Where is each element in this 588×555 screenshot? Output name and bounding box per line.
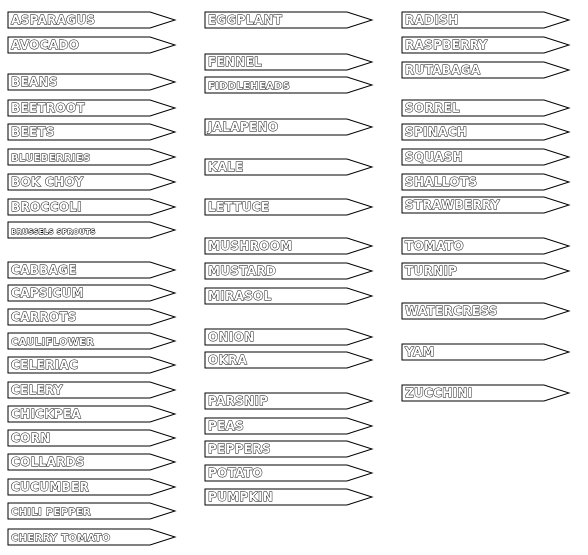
plant-stake	[402, 12, 569, 28]
plant-stake	[205, 418, 372, 434]
stake-label: BEETROOT	[11, 101, 85, 115]
stake-label: YAM	[405, 345, 435, 359]
plant-stake	[8, 333, 175, 349]
plant-stake	[205, 393, 372, 409]
plant-stake	[205, 352, 372, 368]
plant-stake	[205, 238, 372, 254]
stake-label: BEANS	[11, 75, 58, 89]
stake-label: CAPSICUM	[11, 286, 84, 300]
stake-label: BOK CHOY	[11, 175, 84, 189]
plant-stake	[8, 149, 175, 165]
plant-stake	[8, 222, 175, 238]
stake-label: BRUSSELS SPROUTS	[11, 228, 96, 236]
plant-stake	[8, 357, 175, 373]
stake-label: MUSTARD	[208, 264, 277, 278]
plant-stake	[205, 12, 372, 28]
stake-label: EGGPLANT	[208, 13, 283, 27]
plant-stake	[402, 100, 569, 116]
plant-stake	[8, 124, 175, 140]
stake-label: ONION	[208, 330, 255, 344]
plant-stake	[205, 54, 372, 70]
plant-stake	[8, 529, 175, 545]
plant-stake	[402, 124, 569, 140]
plant-stake	[205, 159, 372, 175]
stake-label: LETTUCE	[208, 200, 270, 214]
plant-stake	[8, 454, 175, 470]
plant-stake	[402, 197, 569, 213]
stake-label: COLLARDS	[11, 455, 85, 469]
stake-label: ZUCCHINI	[405, 386, 473, 400]
stake-label: CABBAGE	[11, 263, 77, 277]
stake-label: PARSNIP	[208, 394, 269, 408]
plant-stake	[8, 12, 175, 28]
plant-stake	[402, 174, 569, 190]
stake-label: FIDDLEHEADS	[208, 81, 291, 92]
stake-label: STRAWBERRY	[405, 198, 500, 212]
plant-stake	[205, 77, 372, 93]
plant-stake	[205, 465, 372, 481]
stake-label: RADISH	[405, 13, 459, 27]
plant-stake	[205, 329, 372, 345]
plant-stake	[8, 406, 175, 422]
stake-label: FENNEL	[208, 55, 263, 69]
plant-stake	[8, 174, 175, 190]
plant-stake	[402, 263, 569, 279]
plant-stake	[205, 199, 372, 215]
stake-label: PEPPERS	[208, 442, 271, 456]
stake-label: PUMPKIN	[208, 490, 274, 504]
stake-label: CELERIAC	[11, 358, 79, 372]
stake-label: PEAS	[208, 419, 245, 433]
stake-label: TOMATO	[405, 239, 464, 253]
plant-stake	[8, 199, 175, 215]
stake-label: CELERY	[11, 383, 63, 397]
stake-label: TURNIP	[405, 264, 458, 278]
plant-stake	[402, 385, 569, 401]
plant-stake	[402, 238, 569, 254]
stake-label: CHERRY TOMATO	[11, 533, 111, 544]
stake-label: SQUASH	[405, 150, 463, 164]
plant-stake	[205, 441, 372, 457]
plant-stake	[8, 382, 175, 398]
stake-label: MUSHROOM	[208, 239, 293, 253]
plant-stake	[402, 303, 569, 319]
stake-label: OKRA	[208, 353, 248, 367]
stake-label: CORN	[11, 431, 51, 445]
stake-label: BROCCOLI	[11, 200, 82, 214]
stake-label: CUCUMBER	[11, 480, 90, 494]
stake-label: SORREL	[405, 101, 460, 115]
plant-stake	[8, 503, 175, 519]
stake-label: BLUEBERRIES	[11, 153, 91, 164]
stake-label: JALAPENO	[208, 120, 279, 134]
plant-stake	[205, 288, 372, 304]
stake-label: MIRASOL	[208, 289, 272, 303]
plant-stake	[205, 263, 372, 279]
plant-stake	[8, 74, 175, 90]
stake-label: RUTABAGA	[405, 63, 481, 77]
stake-label: BEETS	[11, 125, 55, 139]
plant-stake	[8, 430, 175, 446]
stake-label: POTATO	[208, 466, 263, 480]
stake-label: CHILI PEPPER	[11, 507, 91, 518]
stake-label: CAULIFLOWER	[11, 337, 95, 348]
stake-label: KALE	[208, 160, 244, 174]
stake-label: SPINACH	[405, 125, 468, 139]
stake-label: CARROTS	[11, 310, 77, 324]
plant-stake	[205, 489, 372, 505]
plant-stake	[402, 344, 569, 360]
plant-stake	[8, 309, 175, 325]
plant-stake	[402, 149, 569, 165]
stake-label: ASPARAGUS	[11, 13, 96, 27]
plant-stake	[8, 262, 175, 278]
plant-stake	[8, 37, 175, 53]
stake-label: RASPBERRY	[405, 38, 488, 52]
plant-stake	[205, 119, 372, 135]
plant-stake	[8, 100, 175, 116]
stake-label: AVOCADO	[11, 38, 80, 52]
stake-label: WATERCRESS	[405, 304, 498, 318]
stake-label: CHICKPEA	[11, 407, 82, 421]
plant-stake	[8, 285, 175, 301]
plant-stake	[402, 37, 569, 53]
plant-stake	[402, 62, 569, 78]
plant-stake	[8, 479, 175, 495]
stake-label: SHALLOTS	[405, 175, 478, 189]
